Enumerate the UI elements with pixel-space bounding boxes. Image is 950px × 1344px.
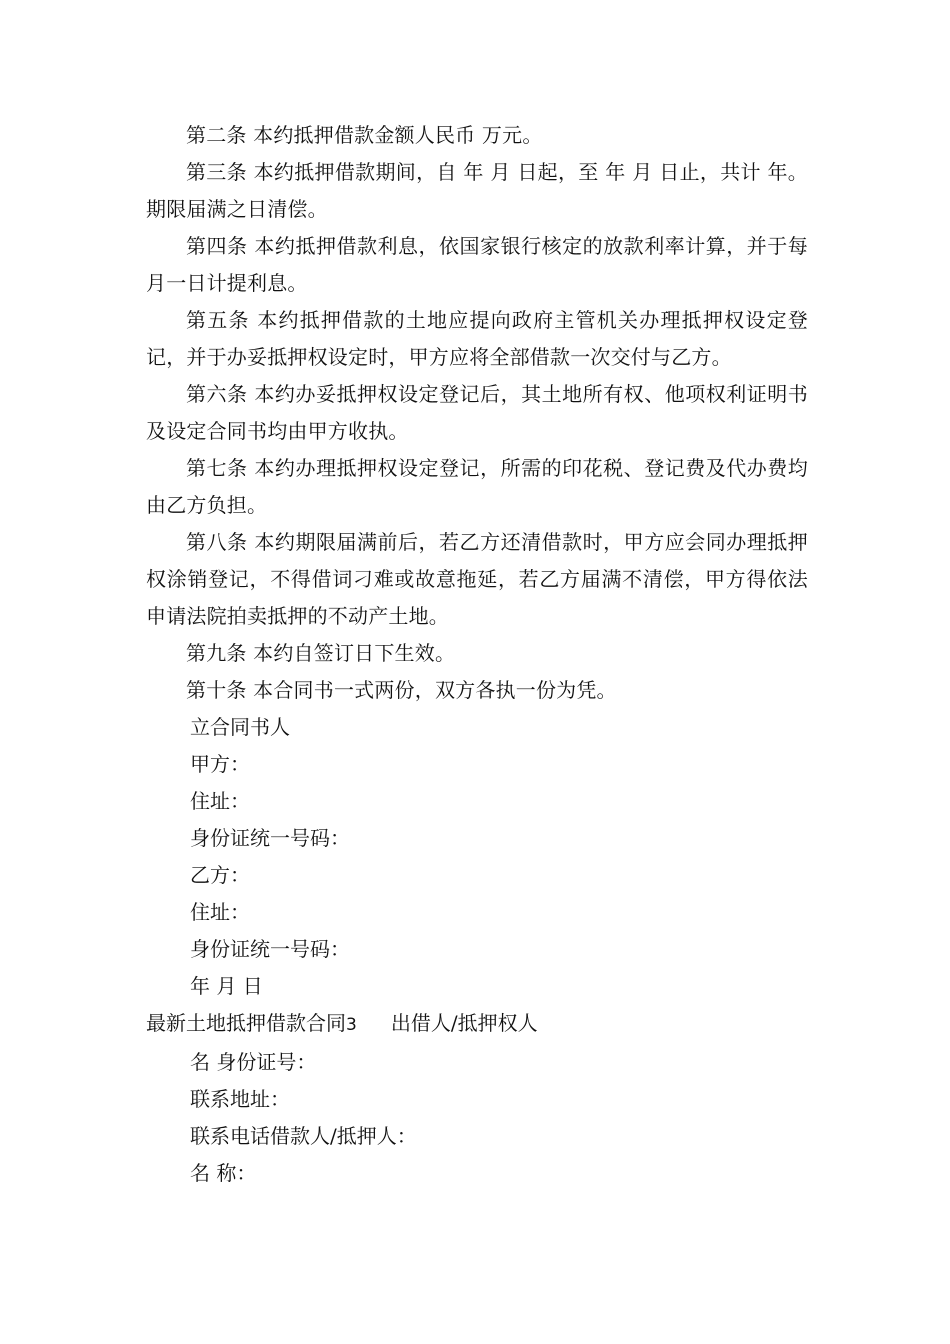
lender-address: 联系地址： xyxy=(190,1087,290,1111)
document-body xyxy=(146,117,808,1192)
article-7: 第七条 本约办理抵押权设定登记，所需的印花税、登记费及代办费均由乙方负担。 xyxy=(146,456,808,517)
article-3: 第三条 本约抵押借款期间，自 年 月 日起，至 年 月 日止，共计 年。期限届满之日清偿。 xyxy=(146,160,808,221)
lender-phone-borrower: 联系电话借款人/抵押人： xyxy=(190,1124,417,1148)
next-contract-title: 最新土地抵押借款合同 xyxy=(146,1011,346,1035)
article-5: 第五条 本约抵押借款的土地应提向政府主管机关办理抵押权设定登记，并于办妥抵押权设定时，甲方应将全部借款一次交付与乙方。 xyxy=(146,308,808,369)
article-9: 第九条 本约自签订日下生效。 xyxy=(186,641,456,665)
party-b-id: 身份证统一号码： xyxy=(190,937,350,961)
article-6: 第六条 本约办妥抵押权设定登记后，其土地所有权、他项权利证明书及设定合同书均由甲方收执。 xyxy=(146,382,808,443)
article-8: 第八条 本约期限届满前后，若乙方还清借款时，甲方应会同办理抵押权涂销登记，不得借词刁难或故意拖延，若乙方届满不清偿，甲方得依法申请法院拍卖抵押的不动产土地。 xyxy=(146,530,808,628)
borrower-name: 名 称： xyxy=(190,1161,257,1185)
article-4: 第四条 本约抵押借款利息，依国家银行核定的放款利率计算，并于每月一日计提利息。 xyxy=(146,234,808,295)
next-contract-number: 3 xyxy=(346,1015,357,1035)
signature-intro: 立合同书人 xyxy=(190,715,290,739)
party-b-address: 住址： xyxy=(190,900,250,924)
party-b-label: 乙方： xyxy=(190,863,250,887)
lender-label: 出借人/抵押权人 xyxy=(390,1011,538,1035)
party-a-id: 身份证统一号码： xyxy=(190,826,350,850)
article-10: 第十条 本合同书一式两份，双方各执一份为凭。 xyxy=(186,678,617,702)
article-2: 第二条 本约抵押借款金额人民币 万元。 xyxy=(186,123,543,147)
lender-name-id: 名 身份证号： xyxy=(190,1050,317,1074)
party-a-label: 甲方： xyxy=(190,752,250,776)
party-a-address: 住址： xyxy=(190,789,250,813)
signature-date: 年 月 日 xyxy=(190,974,263,998)
next-contract-heading xyxy=(146,1005,808,1044)
